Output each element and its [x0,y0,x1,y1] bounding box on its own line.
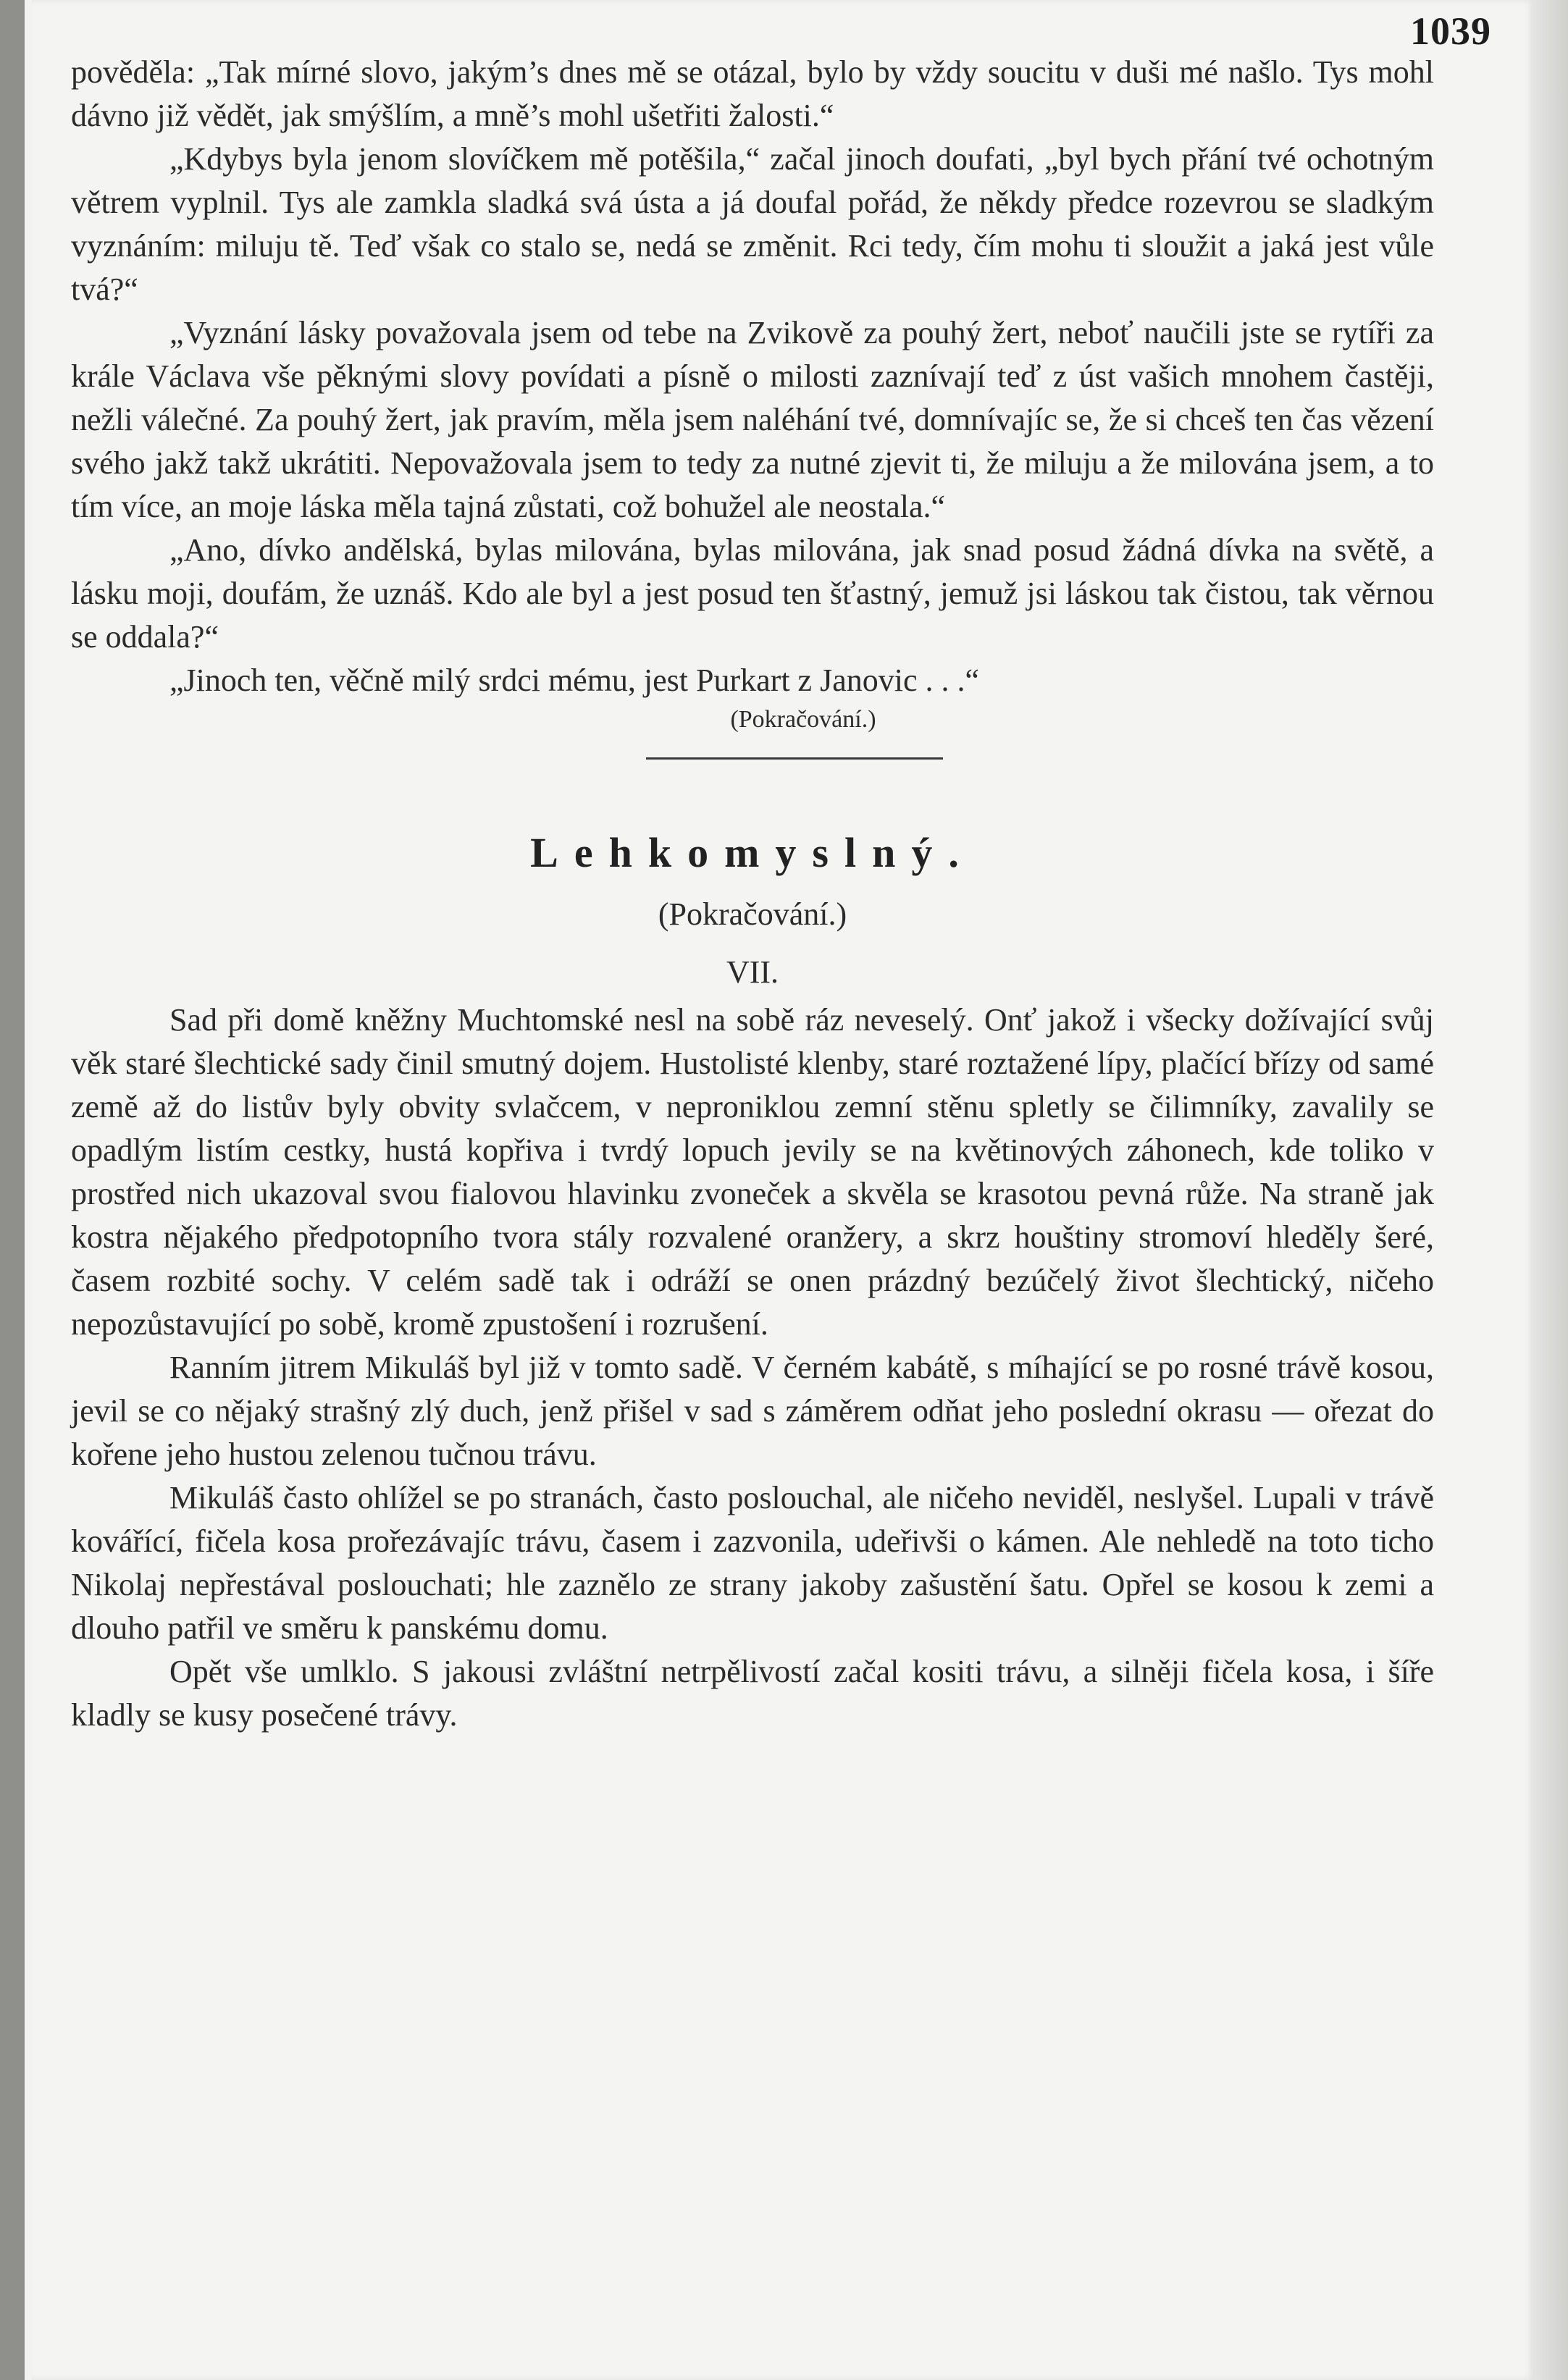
scan-edge-left [0,0,25,2380]
scan-edge-left-inner [25,0,32,2380]
serial-paragraph-2: „Kdybys byla jenom slovíčkem mě potěšila,“ začal jinoch doufati, „byl bych přání tvé ochotným větrem vyplnil. Tys ale zamkla sladká svá ústa a já doufal pořád, že někdy předce rozevrou se sladkým vyznáním: miluju tě. Teď však co stalo se, nedá se změnit. Rci tedy, čím mohu ti sloužit a jaká jest vůle tvá?“ [71,141,1434,307]
serial-continued-label: (Pokračování.) [730,706,876,733]
story-title: Lehkomyslný. [530,829,975,876]
serial-paragraph-4: „Ano, dívko andělská, bylas milována, bylas milována, jak snad posud žádná dívka na světě, a lásku moji, doufám, že uznáš. Kdo ale byl a jest posud ten šťastný, jemuž jsi láskou tak čistou, tak věrnou se oddala?“ [71,532,1434,655]
story-paragraph-3: Mikuláš často ohlížel se po stranách, často poslouchal, ale ničeho neviděl, neslyšel. Lupali v trávě kovářící, fičela kosa prořezávajíc trávu, časem i zazvonila, udeřivši o kámen. Ale nehledě na toto ticho Nikolaj nepřestával poslouchati; hle zaznělo ze strany jakoby zašustění šatu. Opřel se kosou k zemi a dlouho patřil ve směru k panskému domu. [71,1480,1434,1646]
chapter-heading: VII. [726,954,779,990]
book-page [32,0,1535,2380]
serial-paragraph-1: pověděla: „Tak mírné slovo, jakým’s dnes mě se otázal, bylo by vždy soucitu v duši mé našlo. Tys mohl dávno již vědět, jak smýšlím, a mně’s mohl ušetřiti žalosti.“ [71,54,1434,133]
serial-paragraph-3: „Vyznání lásky považovala jsem od tebe na Zvikově za pouhý žert, neboť naučili jste se rytíři za krále Václava vše pěknými slovy povídati a písně o milosti zaznívají teď z úst vašich mnohem častěji, nežli válečné. Za pouhý žert, jak pravím, měla jsem naléhání tvé, domnívajíc se, že si chceš ten čas vězení svého jakž takž ukrátiti. Nepovažovala jsem to tedy za nutné zjevit ti, že miluju a že milována jsem, a to tím více, an moje láska měla tajná zůstati, což bohužel ale neostala.“ [71,315,1434,524]
story-paragraph-2: Ranním jitrem Mikuláš byl již v tomto sadě. V černém kabátě, s míhající se po rosné trávě kosou, jevil se co nějaký strašný zlý duch, jenž přišel v sad s záměrem odňat jeho poslední okrasu — ořezat do kořene jeho hustou zelenou tučnou trávu. [71,1350,1434,1472]
section-divider [646,757,943,760]
page-number: 1039 [1410,9,1491,53]
story-section [71,828,1434,1737]
scan-edge-right [1535,0,1568,2380]
story-subtitle: (Pokračování.) [658,896,847,932]
serial-section [71,51,1434,760]
serial-paragraph-5: „Jinoch ten, věčně milý srdci mému, jest Purkart z Janovic . . .“ [169,663,980,698]
story-paragraph-1: Sad při domě kněžny Muchtomské nesl na sobě ráz neveselý. Onť jakož i všecky dožívající svůj věk staré šlechtické sady činil smutný dojem. Hustolisté klenby, staré roztažené lípy, plačící břízy od samé země až do listův byly obvity svlačcem, v neproniklou zemní stěnu spletly se čilimníky, zavalily se opadlým listím cestky, hustá kopřiva i tvrdý lopuch jevily se na květinových záhonech, kde toliko v prostřed nich ukazoval svou fialovou hlavinku zvoneček a skvěla se krasotou pevná růže. Na straně jak kostra nějakého předpotopního tvora stály rozvalené oranžery, a skrz houštiny stromoví hleděly šeré, časem rozbité sochy. V celém sadě tak i odráží se onen prázdný bezúčelý život šlechtický, ničeho nepozůstavující po sobě, kromě zpustošení i rozrušení. [71,1002,1434,1342]
page-content [71,51,1434,1737]
story-paragraph-4: Opět vše umlklo. S jakousi zvláštní netrpělivostí začal kositi trávu, a silněji fičela kosa, i šíře kladly se kusy posečené trávy. [71,1654,1434,1733]
